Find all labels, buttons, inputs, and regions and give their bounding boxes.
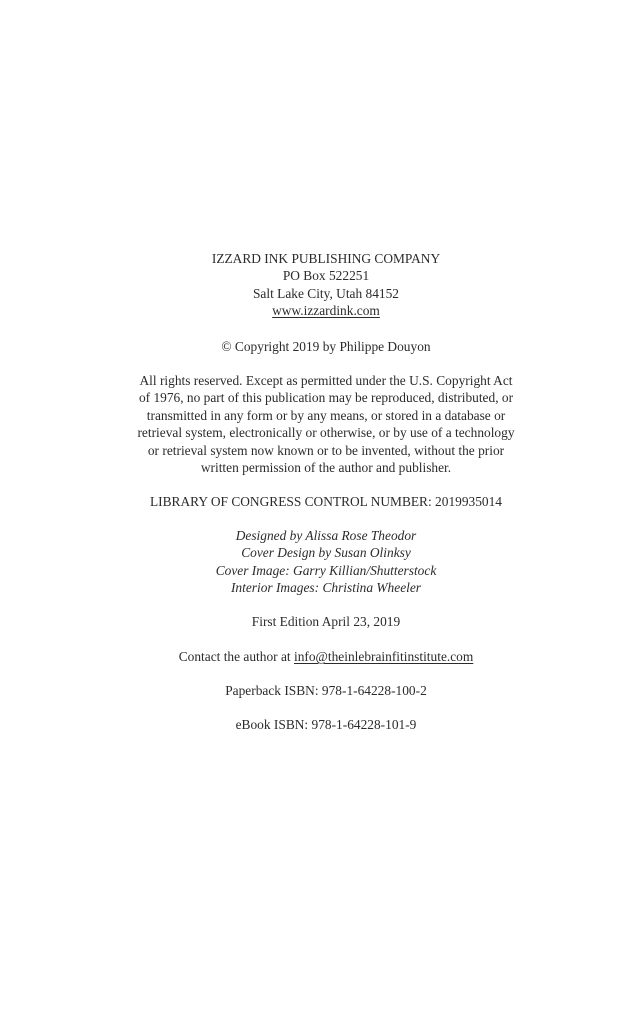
ebook-isbn-text: eBook ISBN: 978-1-64228-101-9 <box>235 717 417 732</box>
contact-line <box>100 648 552 665</box>
paperback-isbn-text: Paperback ISBN: 978-1-64228-100-2 <box>225 683 427 698</box>
copyright-text: © Copyright 2019 by Philippe Douyon <box>221 339 431 354</box>
edition-text: First Edition April 23, 2019 <box>251 614 401 629</box>
paperback-isbn <box>100 682 552 699</box>
design-credits <box>100 527 552 597</box>
rights-statement <box>100 372 552 476</box>
publisher-city: Salt Lake City, Utah 84152 <box>252 285 400 301</box>
lccn-text: LIBRARY OF CONGRESS CONTROL NUMBER: 2019935014 <box>149 494 503 509</box>
credit-designer: Designed by Alissa Rose Theodor <box>235 528 417 543</box>
rights-line: All rights reserved. Except as permitted under the U.S. Copyright Act <box>139 373 513 388</box>
credit-cover-design: Cover Design by Susan Olinksy <box>241 545 411 561</box>
rights-line: written permission of the author and publisher. <box>200 460 452 476</box>
publisher-info <box>100 250 552 320</box>
lccn-info <box>100 493 552 510</box>
publisher-website-link[interactable]: www.izzardink.com <box>272 303 380 319</box>
publisher-po-box: PO Box 522251 <box>282 268 370 284</box>
rights-line: retrieval system, electronically or otherwise, or by use of a technology <box>137 425 515 441</box>
publisher-name: IZZARD INK PUBLISHING COMPANY <box>211 251 441 266</box>
contact-prefix: Contact the author at <box>178 649 294 664</box>
edition-info <box>100 613 552 630</box>
rights-line: of 1976, no part of this publication may be reproduced, distributed, or <box>138 390 514 406</box>
credit-interior-images: Interior Images: Christina Wheeler <box>230 580 422 596</box>
rights-line: or retrieval system now known or to be invented, without the prior <box>147 442 505 458</box>
rights-line: transmitted in any form or by any means, or stored in a database or <box>146 407 506 423</box>
ebook-isbn <box>100 716 552 733</box>
contact-email-link[interactable]: info@theinlebrainfitinstitute.com <box>293 649 474 664</box>
contact-info <box>100 648 552 665</box>
copyright-notice <box>100 338 552 355</box>
credit-cover-image: Cover Image: Garry Killian/Shutterstock <box>215 562 437 578</box>
